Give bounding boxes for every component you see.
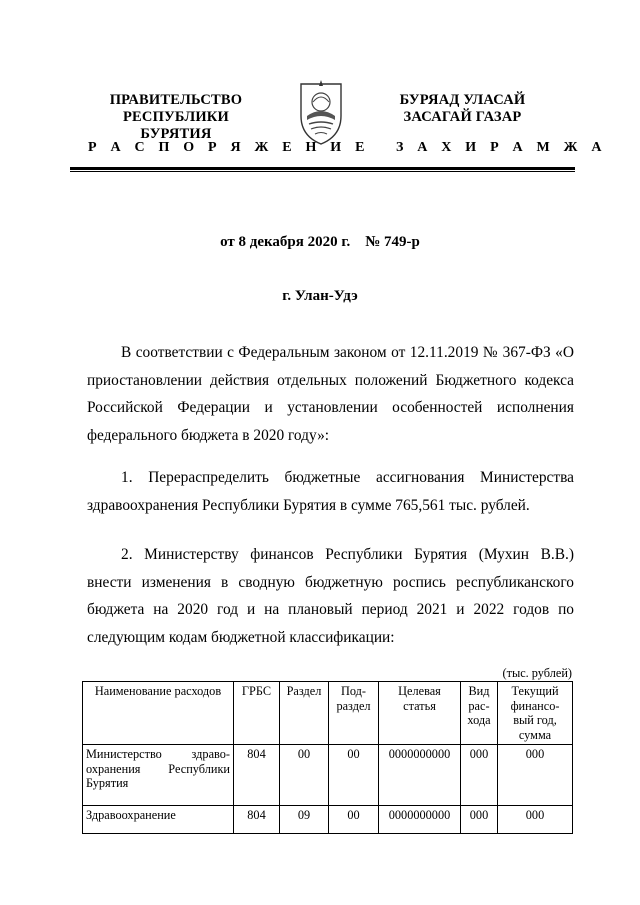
table-row xyxy=(83,745,573,806)
preamble-paragraph: В соответствии с Федеральным законом от 12.11.2019 № 367-ФЗ «О приостановлении действия отдельных положений Бюджетного кодекса Российской Федерации и установлении особенностей исполнения федерального бюджета в 2020 году»: xyxy=(87,344,574,444)
table-units: (тыс. рублей) xyxy=(502,666,572,680)
government-name-line2: РЕСПУБЛИКИ БУРЯТИЯ xyxy=(122,109,230,142)
col-header-subsection: Под-раздел xyxy=(329,682,379,745)
col-header-amount: Текущий финансо-вый год, сумма xyxy=(498,682,573,745)
document-type-bua: З А Х И Р А М Ж А xyxy=(396,140,607,155)
order-city: г. Улан-Удэ xyxy=(282,288,358,304)
government-name-ru xyxy=(86,92,266,143)
header-rule-thin xyxy=(70,171,575,172)
table-header-row xyxy=(83,682,573,745)
col-header-grbs: ГРБС xyxy=(234,682,280,745)
col-header-expense-type: Вид рас-хода xyxy=(461,682,498,745)
cell-grbs: 804 xyxy=(234,745,280,806)
government-name-bua-line2: ЗАСАГАЙ ГАЗАР xyxy=(403,109,522,125)
government-name-line1: ПРАВИТЕЛЬСТВО xyxy=(109,92,243,108)
cell-section: 00 xyxy=(280,745,329,806)
header-rule-thick xyxy=(70,167,575,170)
document-type-ru: Р А С П О Р Я Ж Е Н И Е xyxy=(88,140,370,155)
col-header-name: Наименование расходов xyxy=(83,682,234,745)
cell-grbs: 804 xyxy=(234,806,280,834)
cell-target-item: 0000000000 xyxy=(379,806,461,834)
cell-expense-type: 000 xyxy=(461,806,498,834)
cell-subsection: 00 xyxy=(329,745,379,806)
table-row xyxy=(83,806,573,834)
cell-name: Министерство здраво-охранения Республики Бурятия xyxy=(83,745,234,806)
buryatia-coat-of-arms-icon xyxy=(297,76,345,146)
cell-name: Здравоохранение xyxy=(83,806,234,834)
item-1-paragraph: 1. Перераспределить бюджетные ассигнования Министерства здравоохранения Республики Бурятия в сумме 765,561 тыс. рублей. xyxy=(87,469,574,514)
government-name-bua-line1: БУРЯАД УЛАСАЙ xyxy=(399,92,526,108)
col-header-section: Раздел xyxy=(280,682,329,745)
cell-target-item: 0000000000 xyxy=(379,745,461,806)
item-2-paragraph: 2. Министерству финансов Республики Бурятия (Мухин В.В.) внести изменения в сводную бюджетную роспись республиканского бюджета на 2020 год и на плановый период 2021 и 2022 годов по следующим кодам бюджетной классификации: xyxy=(87,546,574,646)
cell-amount: 000 xyxy=(498,806,573,834)
government-name-bua xyxy=(380,92,545,126)
cell-amount: 000 xyxy=(498,745,573,806)
cell-section: 09 xyxy=(280,806,329,834)
budget-classification-table xyxy=(82,681,573,834)
order-date-number: от 8 декабря 2020 г. № 749-р xyxy=(220,234,420,250)
cell-expense-type: 000 xyxy=(461,745,498,806)
col-header-target-item: Целевая статья xyxy=(379,682,461,745)
cell-subsection: 00 xyxy=(329,806,379,834)
